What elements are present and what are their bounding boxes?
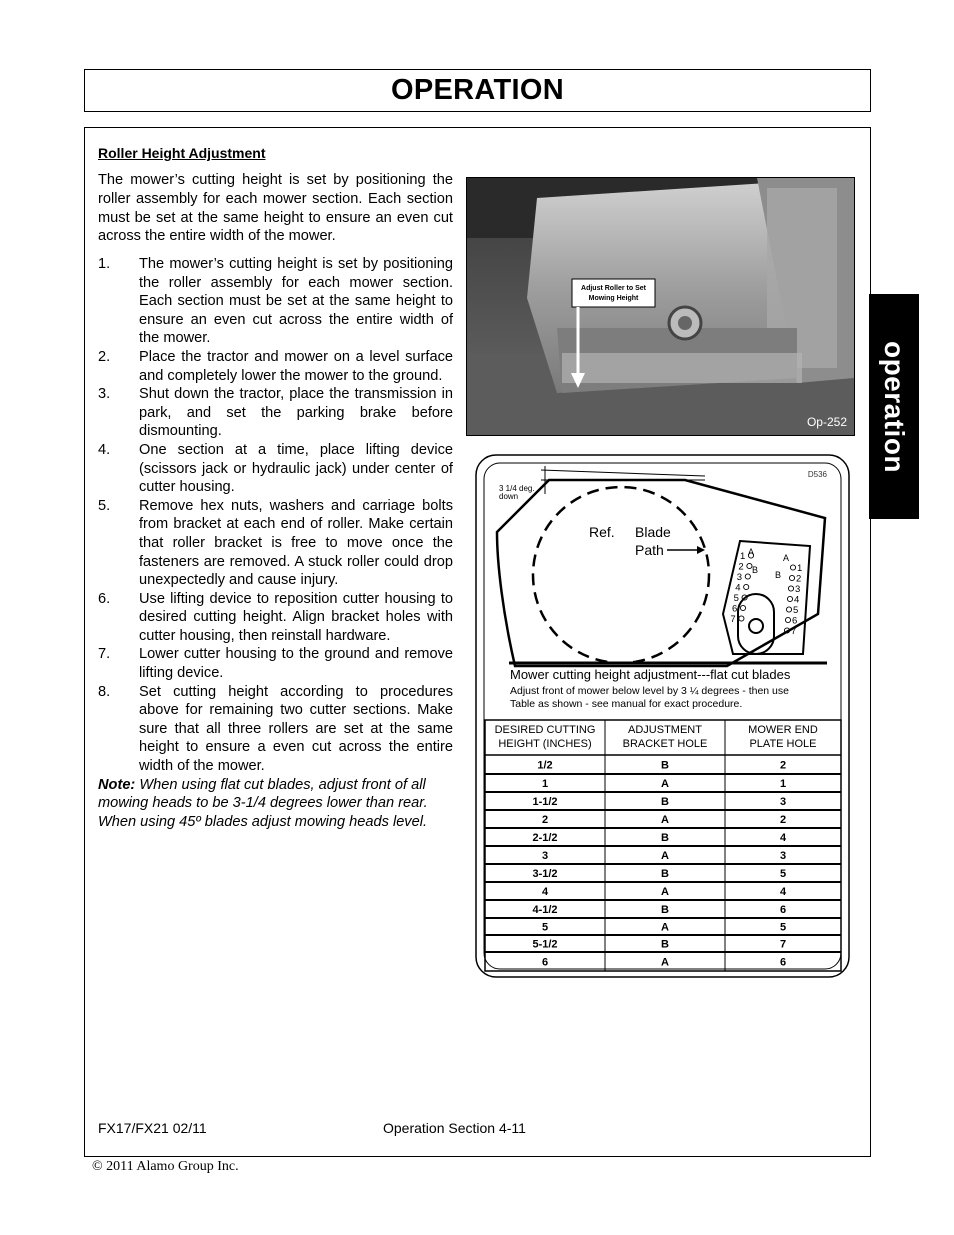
photo-callout-line2: Mowing Height (588, 295, 639, 302)
step-text: One section at a time, place lifting device (scissors jack or hydraulic jack) under center of cutter housing. (139, 441, 453, 496)
table-cell: 6 (779, 956, 787, 969)
bracket-letter-b: B (752, 565, 759, 575)
section-heading: Roller Height Adjustment (98, 145, 266, 161)
step-text: Lower cutter housing to the ground and remove lifting device. (139, 646, 453, 682)
bracket-right-hole-label: 1 (797, 563, 803, 574)
table-cell: 1 (541, 778, 549, 790)
table-cell: A (661, 778, 669, 790)
step-number: 1. (98, 256, 111, 272)
note-label: Note: (98, 776, 136, 793)
step-item (98, 683, 453, 776)
bracket-left-hole-label: 4 (735, 582, 741, 594)
step-text: The mower’s cutting height is set by positioning the roller assembly for each mower section. Each section must be set at the same height to ensure an even cut across the entire width of the mower. (139, 256, 453, 347)
step-item (98, 497, 453, 590)
table-cell: 2-1/2 (532, 832, 558, 844)
table-cell: 1/2 (537, 759, 553, 772)
height-adjustment-decal (475, 454, 850, 978)
table-cell: 2 (779, 759, 787, 772)
step-item (98, 590, 453, 646)
bracket-left-hole-label: 2 (738, 561, 744, 573)
footer-model: FX17/FX21 02/11 (98, 1120, 207, 1136)
bracket-left-hole-label: 6 (732, 603, 738, 615)
step-text: Remove hex nuts, washers and carriage bolts from bracket at each end of roller. Make certain that roller bracket is free to move once the fasteners are removed. A stuck roller could drop unexpectedly and cause injury. (139, 497, 453, 589)
table-cell: 6 (779, 904, 787, 916)
caption-line2: Table as shown - see manual for exact procedure. (510, 698, 743, 710)
table-cell: 2 (779, 814, 787, 826)
step-text: Set cutting height according to procedures above for remaining two cutter sections. Make sure that all three rollers are set at the same height to ensure a even cut across the entire width of the mower. (139, 683, 453, 775)
table-cell: B (661, 904, 669, 916)
table-cell: B (661, 796, 669, 808)
table-cell: 3 (779, 796, 787, 808)
bracket-left-hole-label: 3 (736, 572, 743, 583)
table-cell: 1 (779, 778, 787, 790)
mower-photo (466, 177, 855, 436)
table-cell: B (661, 832, 669, 844)
table-cell: B (661, 759, 669, 772)
side-tab (869, 294, 919, 519)
table-cell: 5 (541, 921, 549, 934)
table-cell: 4 (779, 886, 787, 898)
copyright: © 2011 Alamo Group Inc. (92, 1159, 239, 1174)
caption-title: Mower cutting height adjustment---flat cut blades (510, 667, 791, 682)
table-cell: 4 (541, 886, 549, 898)
table-cell: A (661, 886, 669, 898)
note-text: When using flat cut blades, adjust front of all mowing heads to be 3-1/4 degrees lower than rear. When using 45º blades adjust mowing heads level. (98, 776, 428, 830)
step-item (98, 385, 453, 441)
photo-id: Op-252 (806, 415, 847, 429)
decal-graphic (475, 454, 850, 978)
header-box (84, 69, 871, 112)
table-cell: B (661, 868, 669, 880)
bracket-right-hole-label: 2 (796, 573, 802, 585)
table-cell: 5 (779, 868, 787, 880)
table-cell: 2 (541, 814, 549, 826)
step-number: 8. (98, 683, 111, 700)
step-number: 5. (98, 497, 111, 514)
table-header: BRACKET HOLE (622, 738, 708, 750)
bracket-left-hole-label: 7 (730, 614, 736, 625)
step-text: Use lifting device to reposition cutter housing to desired cutting height. Align bracket holes with cutter housing, then reinstall hardware. (139, 590, 453, 644)
table-header: PLATE HOLE (749, 738, 817, 750)
step-text: Place the tractor and mower on a level surface and completely lower the mower to the ground. (139, 348, 453, 384)
bracket-right-hole-label: 6 (792, 615, 798, 627)
table-cell: 5 (779, 921, 787, 934)
table-cell: 3-1/2 (532, 868, 558, 880)
blade-label-line2: Path (635, 542, 664, 558)
table-cell: 3 (779, 850, 787, 862)
bracket-right-hole-label: 5 (793, 605, 799, 616)
mower-photo-image (467, 178, 854, 435)
bracket-right-hole-label: 4 (794, 594, 800, 606)
caption-line1: Adjust front of mower below level by 3 ¼ degrees - then use (510, 685, 789, 697)
note (98, 776, 453, 832)
step-item (98, 645, 453, 682)
step-number: 7. (98, 646, 111, 663)
table-cell: 1-1/2 (532, 796, 558, 808)
ref-label: Ref. (589, 524, 615, 540)
bracket-letter-b-right: B (775, 570, 782, 580)
table-header: DESIRED CUTTING (494, 724, 596, 736)
table-cell: 7 (779, 938, 787, 951)
step-number: 2. (98, 348, 111, 365)
table-cell: A (661, 921, 669, 934)
step-number: 3. (98, 386, 111, 403)
bracket-left-hole-label: 5 (733, 593, 739, 604)
side-tab-label: operation (879, 340, 910, 473)
intro-paragraph: The mower’s cutting height is set by positioning the roller assembly for each mower section. Each section must be set at the same height to ensure an even cut across the entire width of the mower. (98, 172, 453, 245)
table-cell: 4 (779, 832, 787, 844)
table-cell: A (661, 850, 669, 862)
step-text: Shut down the tractor, place the transmission in park, and set the parking brake before dismounting. (139, 386, 453, 440)
procedure-steps (98, 255, 453, 831)
bracket-right-hole-label: 3 (795, 584, 801, 595)
footer-section: Operation Section 4-11 (383, 1120, 526, 1136)
table-cell: 6 (541, 956, 549, 969)
step-item (98, 441, 453, 497)
bracket-letter-a-right: A (783, 553, 790, 563)
bracket-letter-a: A (748, 547, 755, 557)
step-number: 4. (98, 441, 111, 458)
bracket-left-hole-label: 1 (740, 551, 746, 562)
step-item (98, 255, 453, 348)
table-cell: A (661, 956, 669, 969)
table-cell: 3 (541, 850, 549, 862)
table-cell: B (661, 938, 669, 951)
table-cell: A (661, 814, 669, 826)
angle-line2: down (499, 492, 519, 501)
page-title: OPERATION (391, 74, 564, 106)
table-header: MOWER END (748, 724, 818, 736)
table-header: HEIGHT (INCHES) (498, 738, 592, 750)
table-header: ADJUSTMENT (628, 724, 702, 736)
photo-callout-line1: Adjust Roller to Set (581, 285, 646, 292)
decal-id: D536 (807, 470, 827, 479)
step-number: 6. (98, 590, 111, 607)
table-cell: 4-1/2 (532, 904, 558, 916)
step-item (98, 348, 453, 385)
blade-label-line1: Blade (635, 524, 671, 540)
angle-line1: 3 1/4 deg. (499, 484, 535, 493)
table-cell: 5-1/2 (532, 938, 558, 951)
bracket-right-hole-label: 7 (791, 626, 797, 637)
